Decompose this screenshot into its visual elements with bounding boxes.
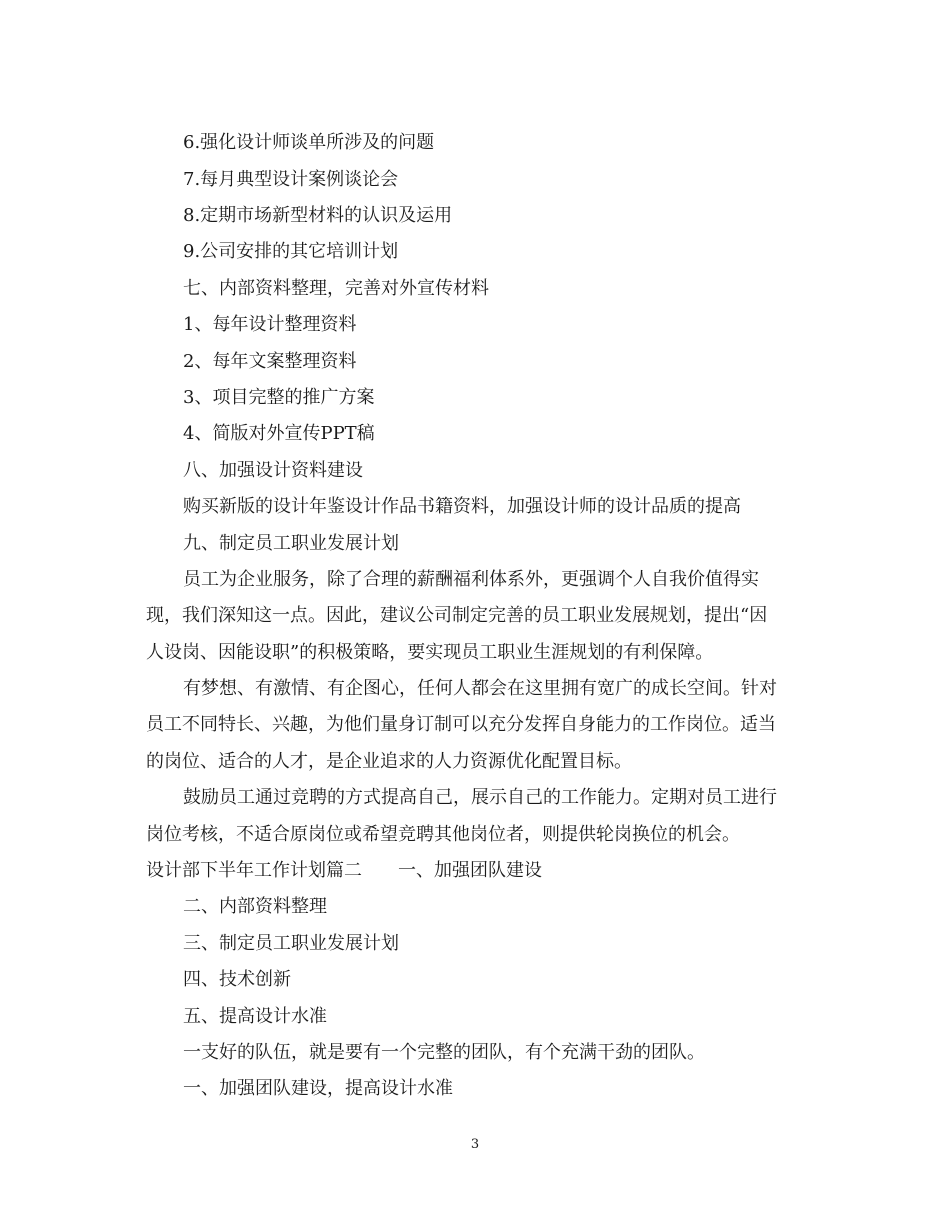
paragraph-line: 鼓励员工通过竞聘的方式提高自己，展示自己的工作能力。定期对员工进行 — [183, 787, 777, 808]
list-item: 五、提高设计水准 — [183, 1006, 327, 1027]
paragraph-line: 一支好的队伍，就是要有一个完整的团队，有个充满干劲的团队。 — [183, 1042, 705, 1063]
section-heading: 九、制定员工职业发展计划 — [183, 533, 399, 554]
list-item: 7.每月典型设计案例谈论会 — [183, 169, 399, 190]
list-item: 2、每年文案整理资料 — [183, 351, 357, 372]
paragraph-line: 人设岗、因能设职”的积极策略，要实现员工职业生涯规划的有利保障。 — [146, 642, 714, 663]
list-item: 4、简版对外宣传PPT稿 — [183, 423, 375, 444]
paragraph-line: 的岗位、适合的人才，是企业追求的人力资源优化配置目标。 — [146, 751, 632, 772]
paragraph-line: 购买新版的设计年鉴设计作品书籍资料，加强设计师的设计品质的提高 — [183, 496, 741, 517]
paragraph-line: 员工不同特长、兴趣，为他们量身订制可以充分发挥自身能力的工作岗位。适当 — [146, 714, 776, 735]
list-item: 6.强化设计师谈单所涉及的问题 — [183, 132, 435, 153]
paragraph-line: 岗位考核，不适合原岗位或希望竞聘其他岗位者，则提供轮岗换位的机会。 — [146, 824, 740, 845]
section-heading: 八、加强设计资料建设 — [183, 460, 363, 481]
paragraph-line: 现，我们深知这一点。因此，建议公司制定完善的员工职业发展规划，提出“因 — [146, 605, 768, 626]
section-heading: 设计部下半年工作计划篇二 一、加强团队建设 — [146, 860, 542, 881]
list-item: 二、内部资料整理 — [183, 896, 327, 917]
list-item: 三、制定员工职业发展计划 — [183, 933, 399, 954]
list-item: 8.定期市场新型材料的认识及运用 — [183, 205, 453, 226]
paragraph-line: 有梦想、有激情、有企图心，任何人都会在这里拥有宽广的成长空间。针对 — [183, 678, 777, 699]
list-item: 1、每年设计整理资料 — [183, 314, 357, 335]
list-item: 9.公司安排的其它培训计划 — [183, 241, 399, 262]
section-heading: 七、内部资料整理，完善对外宣传材料 — [183, 278, 489, 299]
list-item: 四、技术创新 — [183, 969, 291, 990]
page-number: 3 — [470, 1137, 480, 1152]
section-heading: 一、加强团队建设，提高设计水准 — [183, 1078, 453, 1099]
paragraph-line: 员工为企业服务，除了合理的薪酬福利体系外，更强调个人自我价值得实 — [183, 569, 759, 590]
list-item: 3、项目完整的推广方案 — [183, 387, 375, 408]
